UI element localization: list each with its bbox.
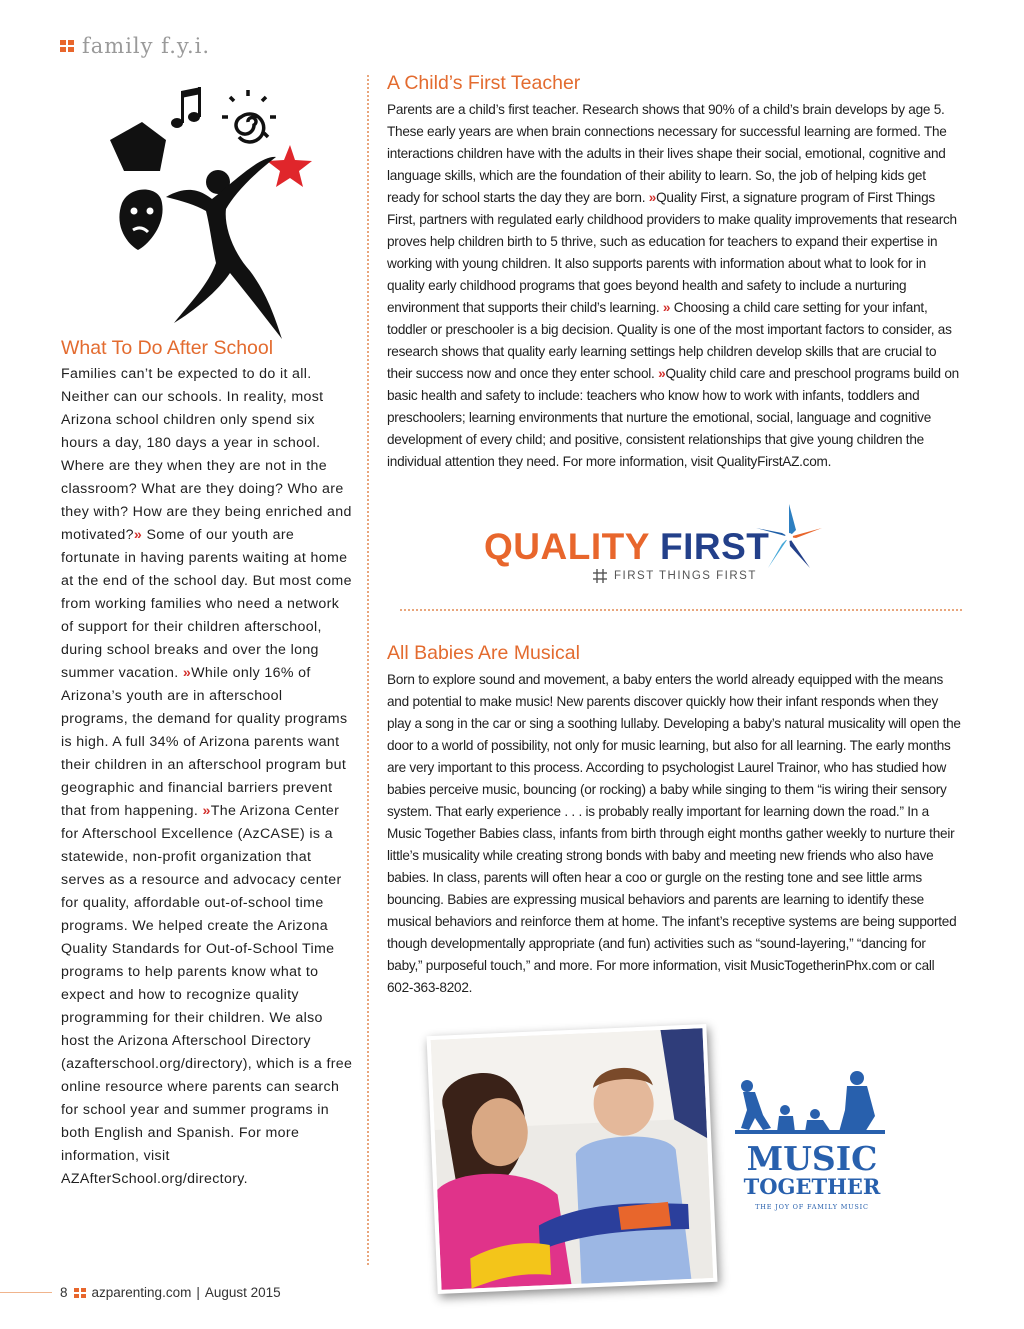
first-teacher-para-4: Quality child care and preschool programs build on basic health and safety to include: teachers who know how to work with infants, toddlers and preschoolers; learning environments that nurture the emotional, social, language and cognitive development of every child; and positive, consistent relationships that give young children the individual attention they need. For more information, visit QualityFirstAZ.com. — [387, 366, 959, 469]
first-teacher-para-2: Quality First, a signature program of First Things First, partners with regulated early childhood providers to make quality improvements that research proves help children birth to 5 thrive, such as education for teachers to expand their expertise in working with young children. It also supports parents with information about what to look for in quality early childhood programs that goes beyond health and safety to include a nurturing environment that supports their child’s learning. — [387, 190, 957, 315]
mother-child-photo — [427, 1024, 718, 1294]
babies-musical-title: All Babies Are Musical — [387, 642, 580, 664]
after-school-body — [61, 363, 353, 1191]
music-note-icon — [171, 87, 201, 128]
footer-separator: | — [196, 1285, 200, 1300]
quality-first-wordmark — [484, 526, 769, 568]
red-star-icon — [267, 145, 312, 187]
photo-illustration — [431, 1028, 714, 1290]
pentagon-shape — [110, 122, 166, 171]
after-school-article — [61, 337, 353, 1191]
first-teacher-title: A Child’s First Teacher — [387, 72, 581, 94]
babies-musical-article — [387, 642, 962, 999]
section-divider — [400, 609, 962, 611]
continuation-arrow-icon: » — [202, 803, 211, 819]
continuation-arrow-icon: » — [133, 527, 143, 543]
jumping-child-figure — [166, 157, 282, 339]
footer-site[interactable]: azparenting.com — [91, 1285, 192, 1300]
first-things-first-text: FIRST THINGS FIRST — [614, 570, 757, 582]
first-things-first-icon — [592, 568, 608, 584]
first-teacher-article — [387, 72, 962, 473]
continuation-arrow-icon: » — [648, 190, 657, 205]
footer-date: August 2015 — [204, 1285, 281, 1300]
column-divider — [367, 75, 369, 1265]
page-footer — [0, 1285, 400, 1300]
first-teacher-para-1: Parents are a child’s first teacher. Research shows that 90% of a child’s brain develops by age 5. These early years are when brain connections necessary for successful learning are formed. The interactions children have with the adults in their lives shape their social, emotional, cognitive and language skills, which are the foundation of their ability to learn. So, the job of helping kids get ready for school starts the day they are born. — [387, 102, 947, 205]
music-together-logo — [735, 1070, 890, 1220]
after-school-para-1: Families can’t be expected to do it all. Neither can our schools. In reality, most Arizona school children only spend six hours a day, 180 days a year in school. Where are they when they are not in the classroom? What are they doing? Who are they with? How are they being enriched and motivated? — [61, 366, 352, 543]
dancing-figures-icon — [735, 1071, 885, 1134]
quality-word: QUALITY — [484, 526, 650, 567]
music-text: MUSIC — [746, 1139, 878, 1178]
continuation-arrow-icon: » — [658, 366, 666, 381]
together-text: TOGETHER — [743, 1174, 881, 1199]
star-pinwheel-icon — [752, 500, 826, 574]
page-number: 8 — [60, 1285, 68, 1300]
first-teacher-body — [387, 99, 962, 473]
music-together-tagline: THE JOY OF FAMILY MUSIC — [755, 1203, 869, 1211]
sun-spiral-icon — [222, 90, 276, 142]
first-word: FIRST — [660, 526, 770, 567]
section-title: family f.y.i. — [82, 34, 211, 58]
after-school-title: What To Do After School — [61, 337, 274, 359]
after-school-para-2: Some of our youth are fortunate in having parents waiting at home at the end of the school day. But most come from working families who need a network of support for their children afterschool, during school breaks and over the long summer vacation. — [61, 527, 352, 681]
first-teacher-para-3: Choosing a child care setting for your infant, toddler or preschooler is a big decision. Quality is one of the most important factors to consider, as research shows that quality early learning settings help children develop skills that are crucial to their success now and once they enter school. — [387, 300, 952, 381]
grid-bullet-icon — [74, 1288, 86, 1298]
first-things-first-caption — [592, 568, 757, 584]
continuation-arrow-icon: » — [182, 665, 192, 681]
child-jumping-illustration — [100, 85, 340, 345]
after-school-para-3: While only 16% of Arizona’s youth are in afterschool programs, the demand for quality programs is high. A full 34% of Arizona parents want their children in an afterschool program but geographic and financial barriers prevent that from happening. — [61, 665, 348, 819]
babies-musical-body: Born to explore sound and movement, a baby enters the world already equipped with the means and potential to make music! New parents discover quickly how their infant responds when they play a song in the car or sing a soothing lullaby. Developing a baby’s natural musicality will open the door to a world of possibility, not only for music learning, but also for all learning. The early months are very important to this process. According to psychologist Laurel Trainor, who has studied how babies perceive music, bouncing (or rocking) a baby while singing to them “is wiring their sensory system. That early experience . . . is probably really important for learning down the road.” In a Music Together Babies class, infants from birth through eight months gather weekly to nurture their little’s musicality while creating strong bonds with baby and meeting new friends who also have babies. In class, parents will often hear a coo or gurgle on the resting tone and see little arms bouncing. Babies are expressing musical behaviors and parents are learning to identify these musical behaviors and reinforce them at home. The infant’s receptive systems are being supported though developmentally appropriate (and fun) activities such as “sound-layering,” “dancing for baby,” purposeful touch,” and more. For more information, visit MusicTogetherinPhx.com or call 602-363-8202. — [387, 672, 961, 995]
after-school-para-4: The Arizona Center for Afterschool Excellence (AzCASE) is a statewide, non-profit organization that serves as a resource and advocacy center for quality, affordable out-of-school time programs. We helped create the Arizona Quality Standards for Out-of-School Time programs to help parents know what to expect and how to recognize quality programming for their children. We also host the Arizona Afterschool Directory (azafterschool.org/directory), which is a free online resource where parents can search for school year and summer programs in both English and Spanish. For more information, visit AZAfterSchool.org/directory. — [61, 803, 353, 1187]
section-header — [60, 34, 210, 58]
grid-bullet-icon — [60, 40, 74, 52]
footer-rule — [0, 1292, 52, 1293]
continuation-arrow-icon: » — [662, 300, 671, 315]
heart-face-icon — [119, 190, 162, 251]
